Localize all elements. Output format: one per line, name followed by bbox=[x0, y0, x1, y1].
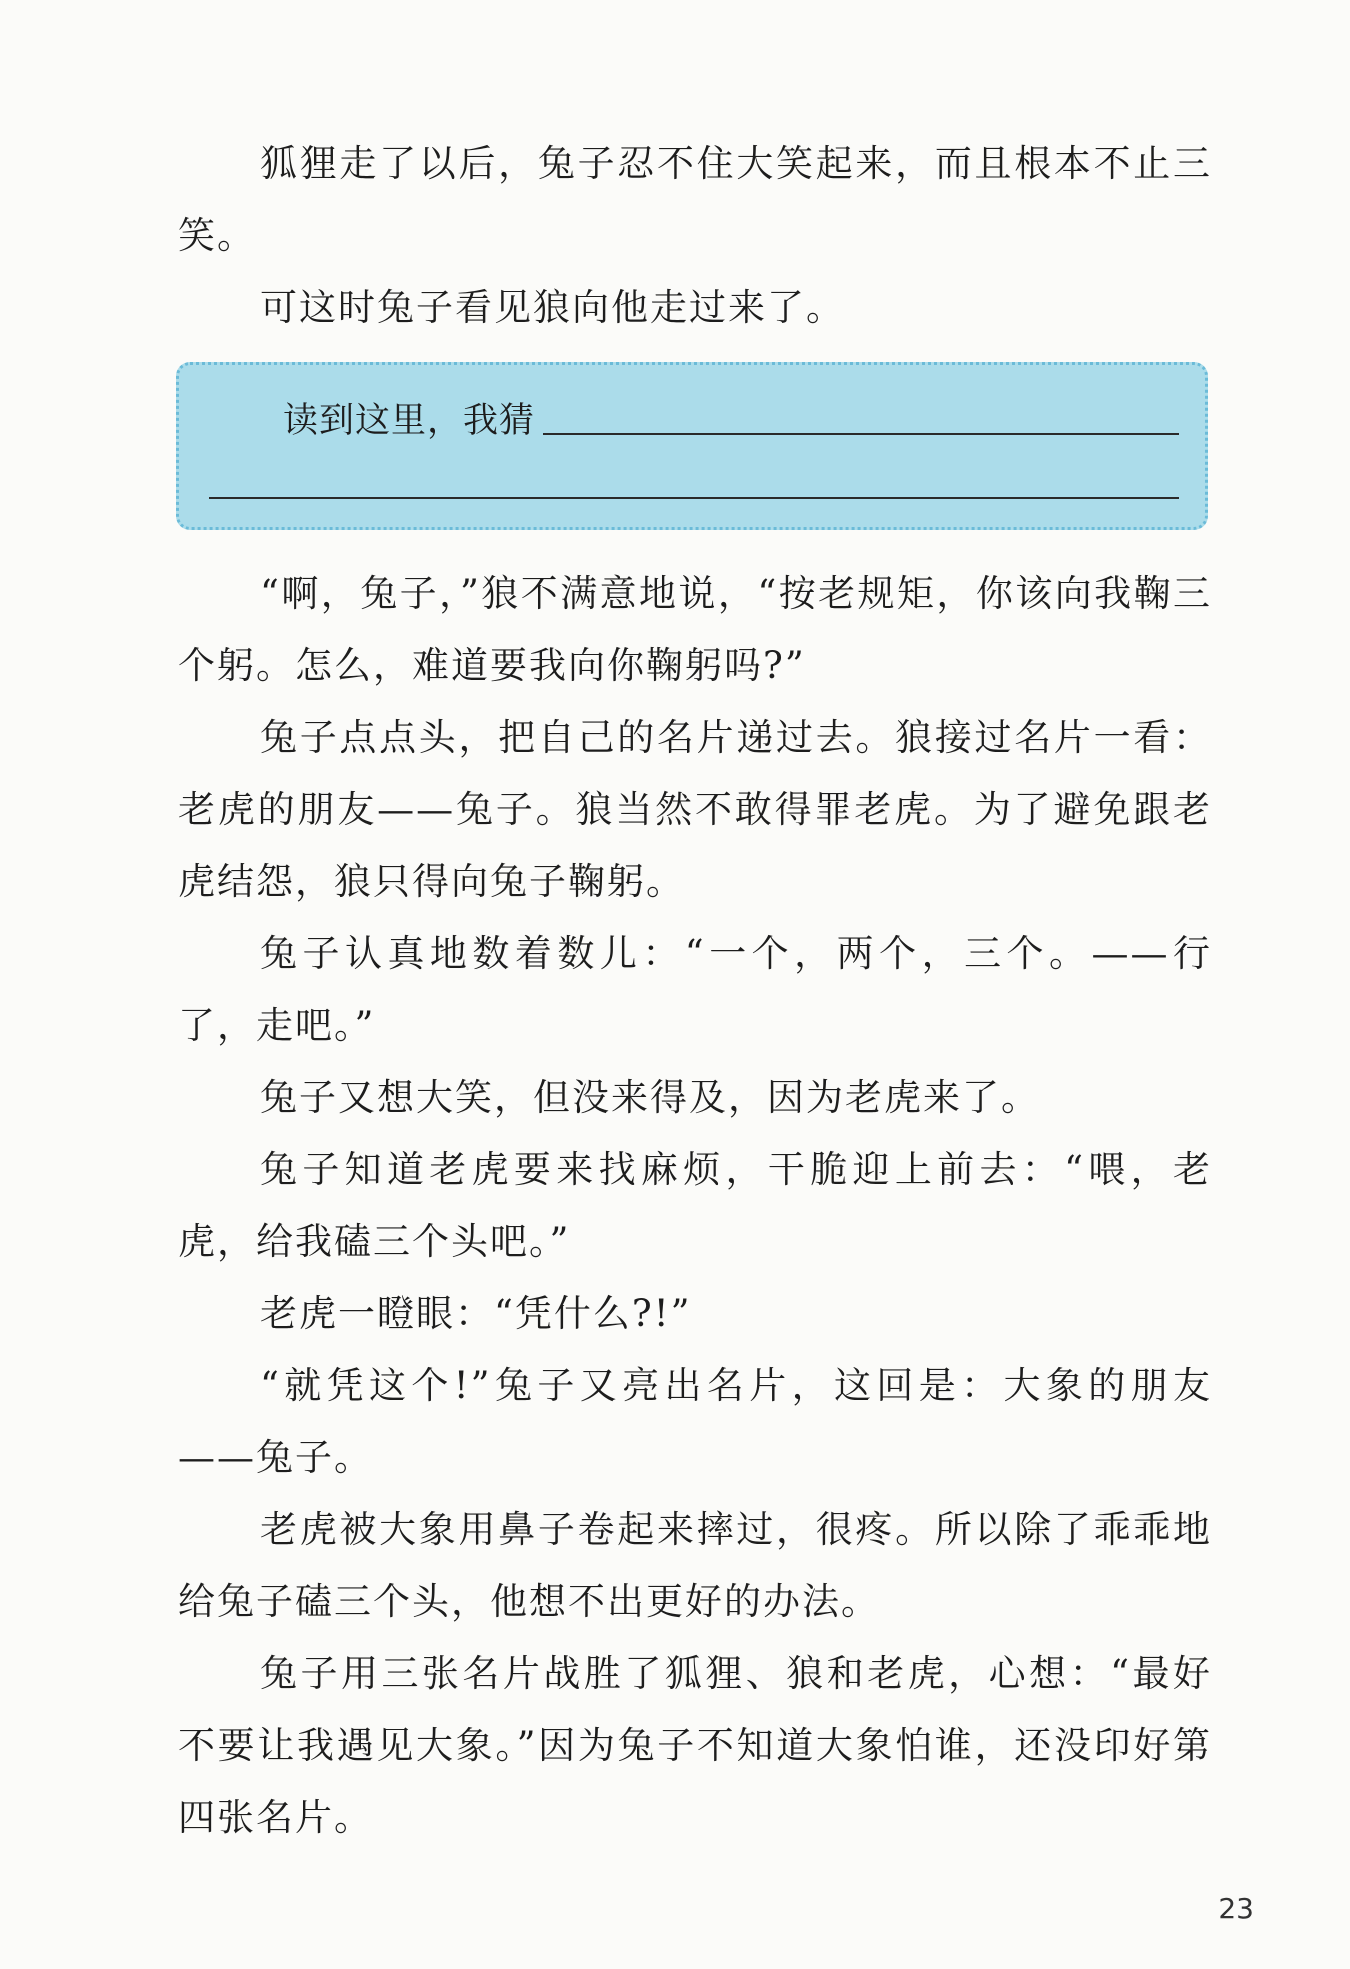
answer-blank-line[interactable] bbox=[209, 497, 1179, 499]
story-text-top bbox=[178, 128, 1212, 344]
paragraph: 兔子用三张名片战胜了狐狸、狼和老虎，心想：“最好不要让我遇见大象。”因为兔子不知道大象怕谁，还没印好第四张名片。 bbox=[178, 1652, 1212, 1839]
paragraph: 兔子知道老虎要来找麻烦，干脆迎上前去：“喂，老虎，给我磕三个头吧。” bbox=[178, 1148, 1212, 1263]
story-text-bottom bbox=[178, 558, 1212, 1854]
paragraph: 老虎一瞪眼：“凭什么?!” bbox=[260, 1292, 692, 1335]
prediction-box bbox=[176, 362, 1208, 530]
paragraph: “啊，兔子，”狼不满意地说，“按老规矩，你该向我鞠三个躬。怎么，难道要我向你鞠躬吗?” bbox=[178, 572, 1212, 687]
prediction-prompt: 读到这里，我猜 bbox=[283, 401, 536, 441]
page-number: 23 bbox=[1218, 1892, 1254, 1925]
paragraph: 兔子认真地数着数儿：“一个，两个，三个。——行了，走吧。” bbox=[178, 932, 1212, 1047]
paragraph: 可这时兔子看见狼向他走过来了。 bbox=[260, 286, 845, 329]
paragraph: 兔子点点头，把自己的名片递过去。狼接过名片一看：老虎的朋友——兔子。狼当然不敢得罪老虎。为了避免跟老虎结怨，狼只得向兔子鞠躬。 bbox=[178, 716, 1212, 903]
paragraph: “就凭这个!”兔子又亮出名片，这回是：大象的朋友——兔子。 bbox=[178, 1364, 1212, 1479]
paragraph: 老虎被大象用鼻子卷起来摔过，很疼。所以除了乖乖地给兔子磕三个头，他想不出更好的办法。 bbox=[178, 1508, 1212, 1623]
answer-blank-line[interactable] bbox=[543, 433, 1179, 435]
paragraph: 狐狸走了以后，兔子忍不住大笑起来，而且根本不止三笑。 bbox=[178, 142, 1212, 257]
paragraph: 兔子又想大笑，但没来得及，因为老虎来了。 bbox=[260, 1076, 1040, 1119]
